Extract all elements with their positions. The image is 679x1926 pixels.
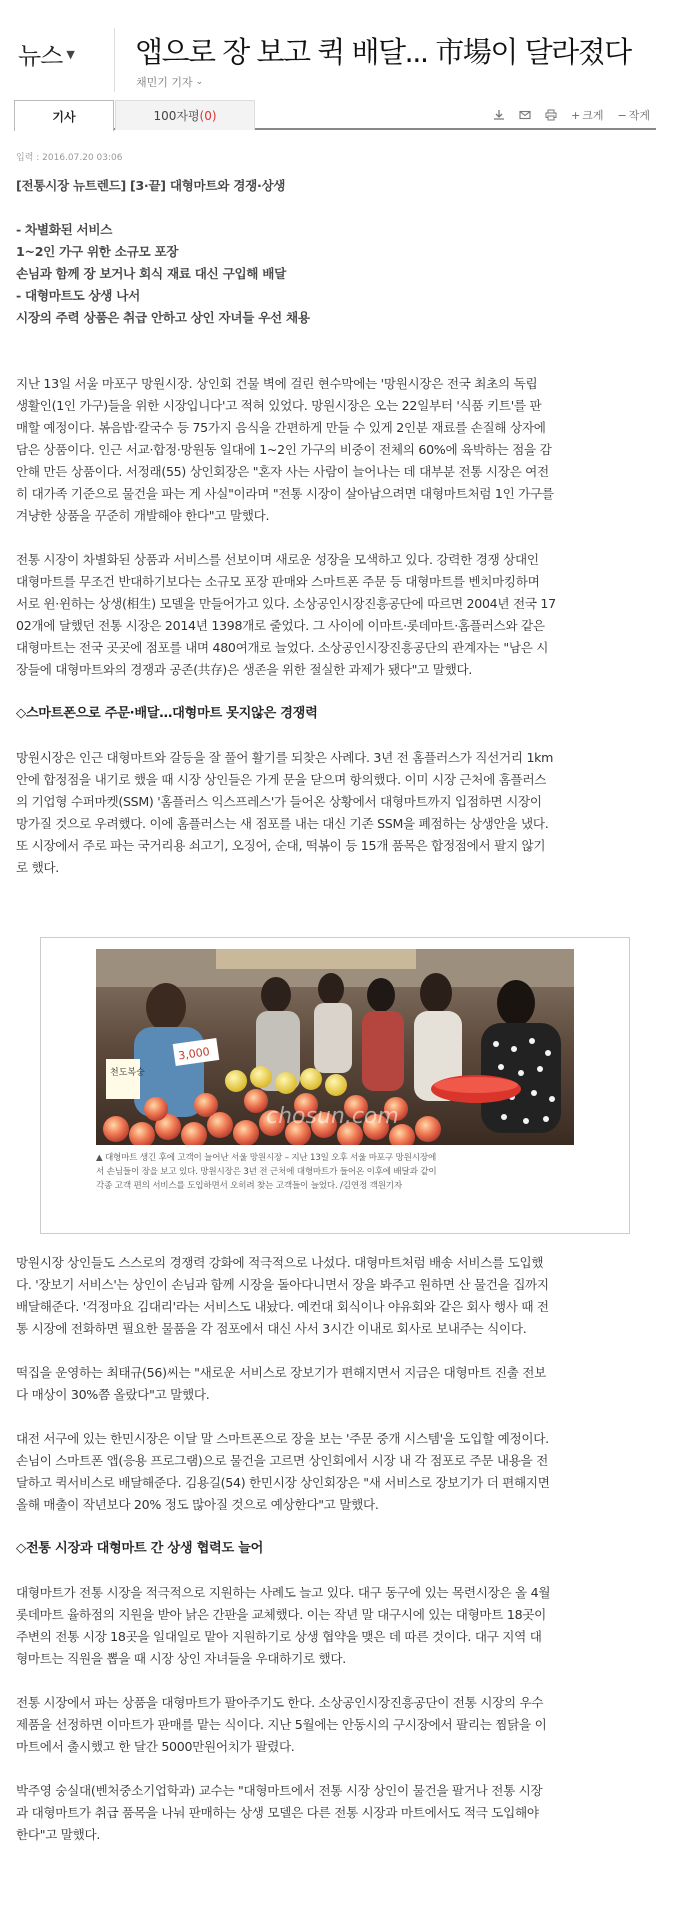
article-summary — [16, 175, 654, 329]
paragraph-line: 대형마트를 무조건 반대하기보다는 소규모 포장 판매와 스마트폰 주문 등 대형마트를 벤치마킹하며 — [16, 574, 540, 589]
article-subhead: ◇전통 시장과 대형마트 간 상생 협력도 늘어 — [16, 1541, 264, 1556]
font-smaller-button[interactable] — [618, 107, 650, 123]
font-larger-button[interactable] — [571, 107, 603, 123]
paragraph-line: 박주영 숭실대(벤처중소기업학과) 교수는 "대형마트에서 전통 시장 상인이 물건을 팔거나 전통 시장 — [16, 1783, 543, 1798]
download-icon[interactable] — [493, 109, 505, 121]
paragraph-line: 대전 서구에 있는 한민시장은 이달 말 스마트폰으로 장을 보는 '주문 중개 시스템'을 도입할 예정이다. — [16, 1431, 549, 1446]
paragraph-line: 망원시장 상인들도 스스로의 경쟁력 강화에 적극적으로 나섰다. 대형마트처럼 배송 서비스를 도입했 — [16, 1255, 544, 1270]
paragraph-line: 담은 상품이다. 인근 서교·합정·망원동 일대에 1~2인 가구의 비중이 전체의 60%에 육박하는 점을 감 — [16, 442, 552, 457]
caption-line: 각종 고객 편의 서비스를 도입하면서 오히려 찾는 고객들이 늘었다. /김연정 객원기자 — [96, 1181, 402, 1191]
reporter-name: 채민기 기자 — [136, 76, 193, 89]
paragraph-line: 주변의 전통 시장 18곳을 일대일로 맡아 지원하기로 상생 협약을 맺은 데 따른 것이다. 대구 지역 대 — [16, 1629, 542, 1644]
article-body-top — [16, 175, 654, 879]
paragraph-line: 안에 합정점을 내기로 했을 때 시장 상인들은 가게 문을 닫으며 항의했다. 이미 시장 근처에 홈플러스 — [16, 772, 547, 787]
summary-line: - 대형마트도 상생 나서 — [16, 288, 140, 303]
article-body-bottom — [16, 1252, 654, 1846]
font-smaller-label: 작게 — [628, 109, 650, 122]
paragraph-line: 지난 13일 서울 마포구 망원시장. 상인회 건물 벽에 걸린 현수막에는 '망원시장은 전국 최초의 독립 — [16, 376, 538, 391]
paragraph-line: 마트에서 출시했고 한 달간 5000만원어치가 팔렸다. — [16, 1739, 295, 1754]
article-paragraph — [16, 747, 654, 879]
paragraph-line: 생활인(1인 가구)들을 위한 시장입니다'고 적혀 있었다. 망원시장은 오는 22일부터 '식품 키트'를 판 — [16, 398, 542, 413]
market-photo-image — [96, 949, 574, 1145]
article-paragraph — [16, 1362, 654, 1406]
paragraph-line: 로 했다. — [16, 860, 60, 875]
caption-line: ▲ 대형마트 생긴 후에 고객이 늘어난 서울 망원시장 – 지난 13일 오후 서울 마포구 망원시장에 — [96, 1153, 437, 1163]
comment-count: (0) — [199, 108, 217, 123]
paragraph-line: 다. '장보기 서비스'는 상인이 손님과 함께 시장을 돌아다니면서 장을 봐주고 원하면 산 물건을 집까지 — [16, 1277, 549, 1292]
summary-line: 손님과 함께 장 보거나 회식 재료 대신 구입해 배달 — [16, 266, 286, 281]
paragraph-line: 다 매상이 30%쯤 올랐다"고 말했다. — [16, 1387, 210, 1402]
paragraph-line: 서로 윈·윈하는 상생(相生) 모델을 만들어가고 있다. 소상공인시장진흥공단에 따르면 2004년 전국 17 — [16, 596, 556, 611]
paragraph-line: 떡집을 운영하는 최태규(56)씨는 "새로운 서비스로 장보기가 편해지면서 지금은 대형마트 진출 전보 — [16, 1365, 546, 1380]
summary-line: 시장의 주력 상품은 취급 안하고 상인 자녀들 우선 채용 — [16, 310, 310, 325]
paragraph-line: 망원시장은 인근 대형마트와 갈등을 잘 풀어 활기를 되찾은 사례다. 3년 전 홈플러스가 직선거리 1km — [16, 750, 554, 765]
article-paragraph — [16, 549, 654, 681]
paragraph-line: 02개에 달했던 전통 시장은 2014년 1398개로 줄었다. 그 사이에 이마트·롯데마트·홈플러스와 같은 — [16, 618, 545, 633]
article-tabbar — [14, 100, 656, 130]
paragraph-line: 배달해준다. '걱정마요 김대리'라는 서비스도 내놨다. 예컨대 회식이나 야유회와 같은 회사 행사 때 전 — [16, 1299, 549, 1314]
article-paragraph — [16, 1428, 654, 1516]
section-menu[interactable] — [18, 36, 74, 71]
paragraph-line: 또 시장에서 주로 파는 국거리용 쇠고기, 오징어, 순대, 떡볶이 등 15개 품목은 합정점에서 팔지 않기 — [16, 838, 546, 853]
paragraph-line: 통 시장에 전화하면 필요한 물품을 각 점포에서 대신 사서 3시간 이내로 회사로 보내주는 식이다. — [16, 1321, 527, 1336]
paragraph-line: 망가질 것으로 우려했다. 이에 홈플러스는 새 점포를 내는 대신 기존 SSM을 폐점하는 상생안을 냈다. — [16, 816, 549, 831]
font-larger-label: 크게 — [582, 109, 604, 122]
minus-icon: − — [617, 108, 627, 122]
summary-spacer — [16, 197, 654, 219]
tab-comments[interactable] — [115, 100, 255, 130]
paragraph-line: 한다"고 말했다. — [16, 1827, 101, 1842]
article-tools — [493, 107, 650, 123]
paragraph-line: 롯데마트 율하점의 지원을 받아 낡은 간판을 교체했다. 이는 작년 말 대구시에 있는 대형마트 18곳이 — [16, 1607, 547, 1622]
tab-article[interactable] — [14, 100, 114, 131]
chevron-down-icon: ⌄ — [195, 77, 204, 87]
summary-line: - 차별화된 서비스 — [16, 222, 113, 237]
paragraph-line: 올해 매출이 작년보다 20% 정도 많아질 것으로 예상한다"고 말했다. — [16, 1497, 379, 1512]
paragraph-line: 전통 시장이 차별화된 상품과 서비스를 선보이며 새로운 성장을 모색하고 있다. 강력한 경쟁 상대인 — [16, 552, 539, 567]
paragraph-line: 손님이 스마트폰 앱(응용 프로그램)으로 물건을 고르면 상인회에서 시장 내 각 점포로 주문 내용을 전 — [16, 1453, 548, 1468]
tab-article-label: 기사 — [52, 109, 76, 124]
caret-down-icon: ▼ — [66, 48, 74, 61]
article-paragraph — [16, 1582, 654, 1670]
photo-caption — [96, 1151, 574, 1193]
paragraph-line: 매할 예정이다. 볶음밥·칼국수 등 75가지 음식을 간편하게 만들 수 있게 2인분 재료를 손질해 상자에 — [16, 420, 546, 435]
paragraph-line: 안해 만든 상품이다. 서정래(55) 상인회장은 "혼자 사는 사람이 늘어나는 데 대부분 전통 시장은 여전 — [16, 464, 549, 479]
plus-icon: + — [571, 108, 581, 122]
paragraph-line: 의 기업형 수퍼마켓(SSM) '홈플러스 익스프레스'가 들어온 상황에서 대형마트까지 입점하면 시장이 — [16, 794, 542, 809]
paragraph-line: 형마트는 직원을 뽑을 때 시장 상인 자녀들을 우대하기로 했다. — [16, 1651, 346, 1666]
article-dateline: 입력 : 2016.07.20 03:06 — [16, 153, 123, 163]
paragraph-line: 과 대형마트가 취급 품목을 나눠 판매하는 상생 모델은 다른 전통 시장과 마트에서도 적극 도입해야 — [16, 1805, 539, 1820]
caption-line: 서 손님들이 장을 보고 있다. 망원시장은 3년 전 근처에 대형마트가 들어온 이후에 배달과 같이 — [96, 1167, 437, 1177]
article-paragraph — [16, 373, 654, 527]
article-paragraph — [16, 1252, 654, 1340]
paragraph-line: 대형마트가 전통 시장을 적극적으로 지원하는 사례도 늘고 있다. 대구 동구에 있는 목련시장은 올 4월 — [16, 1585, 551, 1600]
article-subhead: ◇스마트폰으로 주문·배달…대형마트 못지않은 경쟁력 — [16, 706, 318, 721]
section-label: 뉴스 — [18, 42, 63, 70]
print-icon[interactable] — [545, 109, 557, 121]
article-photo-box — [40, 937, 630, 1234]
article-paragraph — [16, 1780, 654, 1846]
article-header — [0, 22, 660, 92]
summary-line: [전통시장 뉴트렌드] [3·끝] 대형마트와 경쟁·상생 — [16, 178, 286, 193]
article-paragraph — [16, 1692, 654, 1758]
price-tag-text: 3,000 — [177, 1045, 211, 1063]
article-headline: 앱으로 장 보고 퀵 배달... 市場이 달라졌다 — [135, 35, 631, 69]
paragraph-line: 제품을 선정하면 이마트가 판매를 맡는 식이다. 지난 5월에는 안동시의 구시장에서 팔리는 찜닭을 이 — [16, 1717, 547, 1732]
tab-comments-label: 100자평 — [153, 109, 200, 123]
reporter-byline[interactable] — [136, 74, 203, 90]
email-icon[interactable] — [519, 109, 531, 121]
photo-watermark: chosun.com — [266, 1104, 399, 1129]
paragraph-line: 달하고 퀵서비스로 배달해준다. 김용길(54) 한민시장 상인회장은 "새 서비스로 장보기가 더 편해지면 — [16, 1475, 550, 1490]
summary-line: 1~2인 가구 위한 소규모 포장 — [16, 244, 179, 259]
paragraph-line: 겨냥한 상품을 꾸준히 개발해야 한다"고 말했다. — [16, 508, 270, 523]
header-divider — [114, 28, 115, 92]
market-photo[interactable] — [96, 949, 574, 1145]
paragraph-line: 장들에 대형마트와의 경쟁과 공존(共存)은 생존을 위한 절실한 과제가 됐다"고 말했다. — [16, 662, 473, 677]
paragraph-line: 대형마트는 전국 곳곳에 점포를 내며 480여개로 늘었다. 소상공인시장진흥공단의 관계자는 "남은 시 — [16, 640, 549, 655]
price-tag-text: 천도복숭 — [110, 1068, 145, 1078]
paragraph-line: 전통 시장에서 파는 상품을 대형마트가 팔아주기도 한다. 소상공인시장진흥공단이 전통 시장의 우수 — [16, 1695, 544, 1710]
paragraph-line: 히 대가족 기준으로 물건을 파는 게 사실"이라며 "전통 시장이 살아남으려면 대형마트처럼 1인 가구를 — [16, 486, 554, 501]
